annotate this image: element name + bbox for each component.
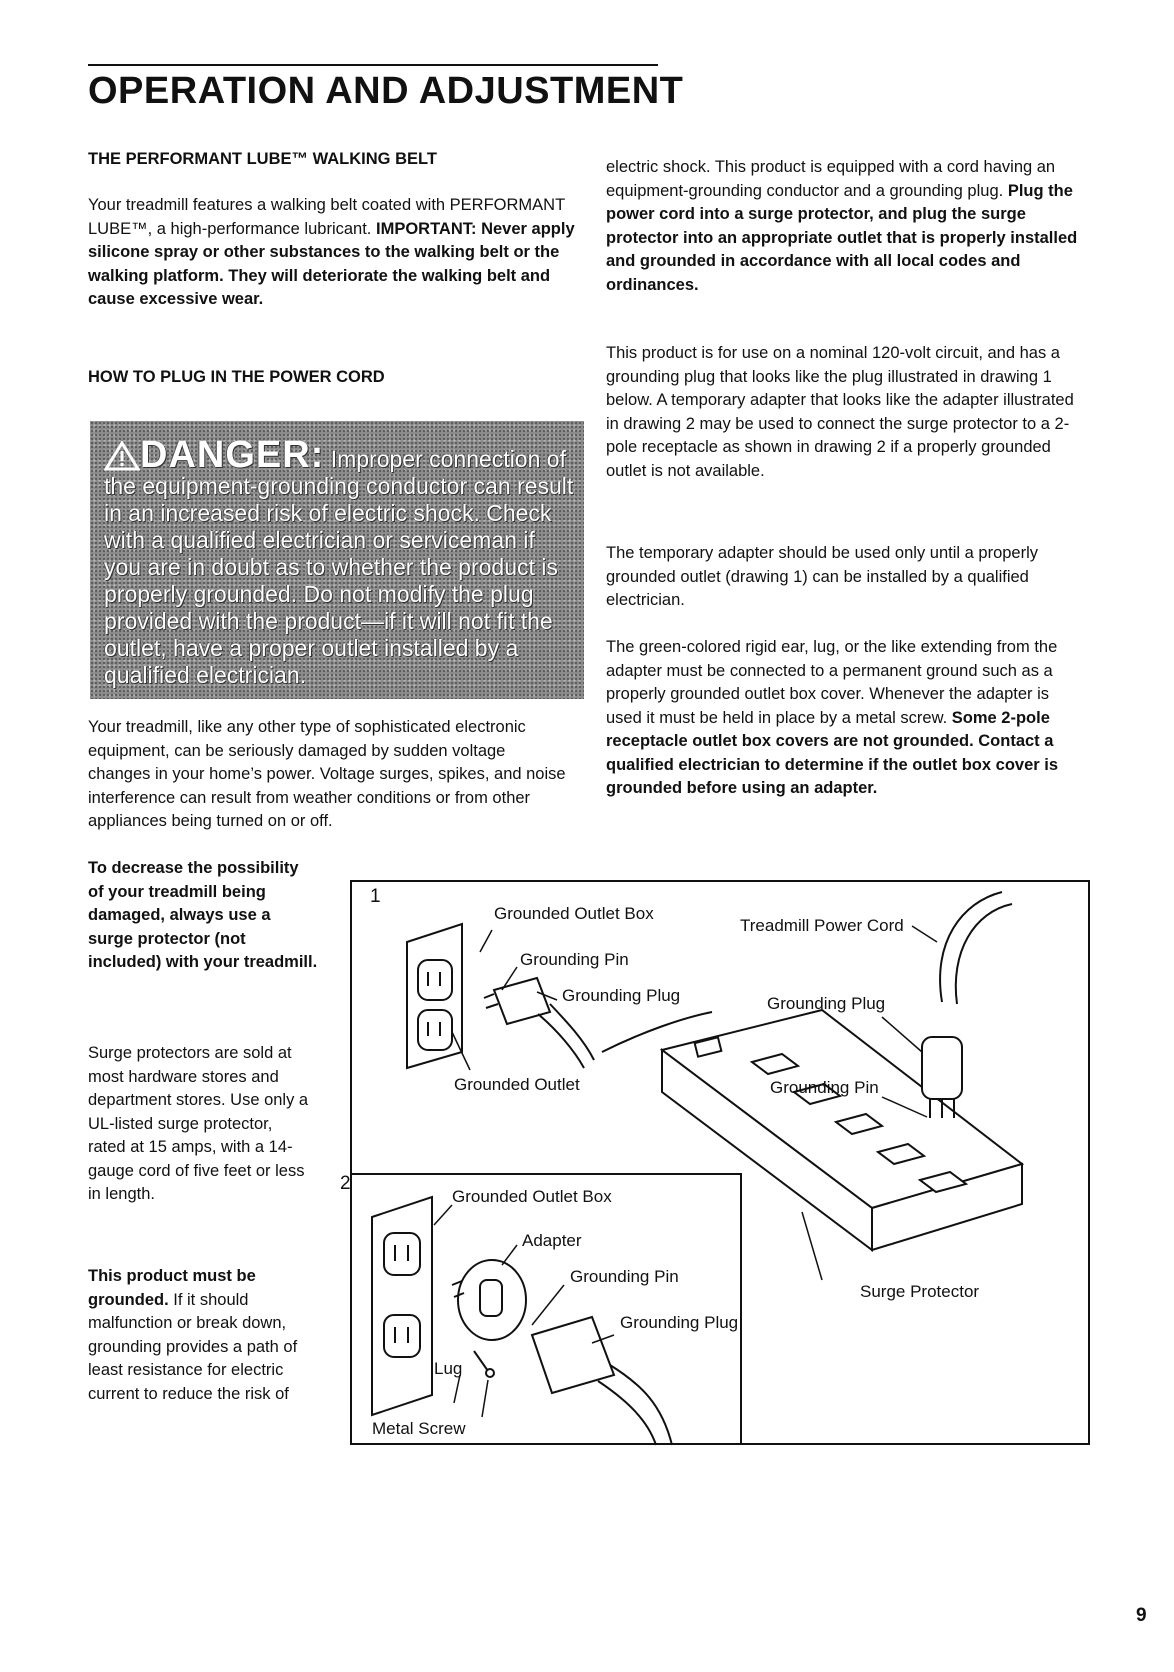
surge-where: Surge protectors are sold at most hardware stores and department stores. Use only a UL-listed surge protector, rated at 15 amps, with a 14-gauge cord of five feet or less in length. (88, 1044, 309, 1203)
label-grounding-plug-3: Grounding Plug (620, 1313, 739, 1332)
page-title: OPERATION AND ADJUSTMENT (88, 70, 684, 112)
page-number: 9 (1136, 1605, 1147, 1626)
right-p1-text: electric shock. This product is equipped with a cord having an equipment-grounding conductor and a grounding plug. (606, 158, 1056, 200)
right-p2: This product is for use on a nominal 120-volt circuit, and has a grounding plug that looks like the plug illustrated in drawing 1 below. A temporary adapter that looks like the adapter illustrated in drawing 2 may be used to connect the surge protector to a 2-pole receptacle as shown in drawing 2 if a properly grounded outlet is not available. (606, 344, 1074, 480)
grounded-paragraph (88, 1265, 303, 1406)
right-p1-bold: Plug the power cord into a surge protector, and plug the surge protector into an appropriate outlet that is properly installed and grounded in accordance with all local codes and ordinances. (606, 181, 1078, 294)
surge-bold: To decrease the possibility of your treadmill being damaged, always use a surge protector (not included) with your treadmill. (88, 859, 318, 971)
label-treadmill-power-cord: Treadmill Power Cord (740, 916, 904, 935)
belt-paragraph (88, 194, 578, 312)
label-grounded-outlet-box-1: Grounded Outlet Box (494, 904, 654, 923)
belt-important: IMPORTANT: Never apply silicone spray or other substances to the walking belt or the walking platform. They will deteriorate the walking belt and cause excessive wear. (88, 219, 575, 308)
label-grounded-outlet: Grounded Outlet (454, 1075, 580, 1094)
label-surge-protector: Surge Protector (860, 1282, 980, 1301)
plug-heading: HOW TO PLUG IN THE POWER CORD (88, 368, 385, 386)
drawing-2-number: 2 (340, 1173, 351, 1194)
grounded-text: If it should malfunction or break down, grounding provides a path of least resistance for electric current to reduce the risk of (88, 1290, 298, 1403)
label-lug: Lug (434, 1359, 463, 1378)
grounded-bold: This product must be grounded. (88, 1267, 256, 1309)
label-grounding-plug-2: Grounding Plug (767, 994, 886, 1013)
right-p4-bold: Some 2-pole receptacle outlet box covers are not grounded. Contact a qualified electrician to determine if the outlet box cover is grounded before using an adapter. (606, 708, 1059, 797)
danger-label: DANGER: (104, 434, 324, 476)
title-rule (88, 64, 658, 66)
belt-heading: THE PERFORMANT LUBE™ WALKING BELT (88, 150, 437, 168)
label-grounding-pin-3: Grounding Pin (570, 1267, 679, 1286)
danger-message (104, 434, 578, 689)
right-p1 (606, 156, 1086, 297)
label-grounding-pin-1: Grounding Pin (520, 950, 629, 969)
drawing-1-number: 1 (370, 886, 381, 907)
right-p4 (606, 636, 1086, 801)
belt-text: Your treadmill features a walking belt coated with PERFORMANT LUBE™, a high-performance lubricant. (88, 196, 565, 238)
drawing-2-frame (340, 1173, 742, 1445)
drawing-2-illustration (352, 1175, 744, 1447)
label-adapter: Adapter (522, 1231, 582, 1250)
label-grounding-pin-2: Grounding Pin (770, 1078, 879, 1097)
label-grounding-plug-1: Grounding Plug (562, 986, 681, 1005)
right-p3: The temporary adapter should be used only until a properly grounded outlet (drawing 1) can be installed by a qualified electrician. (606, 544, 1039, 609)
danger-body: Improper connection of the equipment-grounding conductor can result in an increased risk of electric shock. Check with a qualified electrician or serviceman if you are in doubt as to whether the product is properly grounded. Do not modify the plug provided with the product—if it will not fit the outlet, have a proper outlet installed by a qualified electrician. (104, 446, 574, 688)
label-grounded-outlet-box-2: Grounded Outlet Box (452, 1187, 612, 1206)
right-p4-text: The green-colored rigid ear, lug, or the like extending from the adapter must be connected to a permanent ground such as a properly grounded outlet box cover. Whenever the adapter is used it must be held in place by a metal screw. (606, 638, 1058, 727)
warning-triangle-icon (104, 441, 140, 471)
surge-intro: Your treadmill, like any other type of sophisticated electronic equipment, can be seriously damaged by sudden voltage changes in your home’s power. Voltage surges, spikes, and noise interference can result from weather conditions or from other appliances being turned on or off. (88, 718, 566, 830)
label-metal-screw: Metal Screw (372, 1419, 466, 1438)
danger-box (90, 421, 584, 699)
